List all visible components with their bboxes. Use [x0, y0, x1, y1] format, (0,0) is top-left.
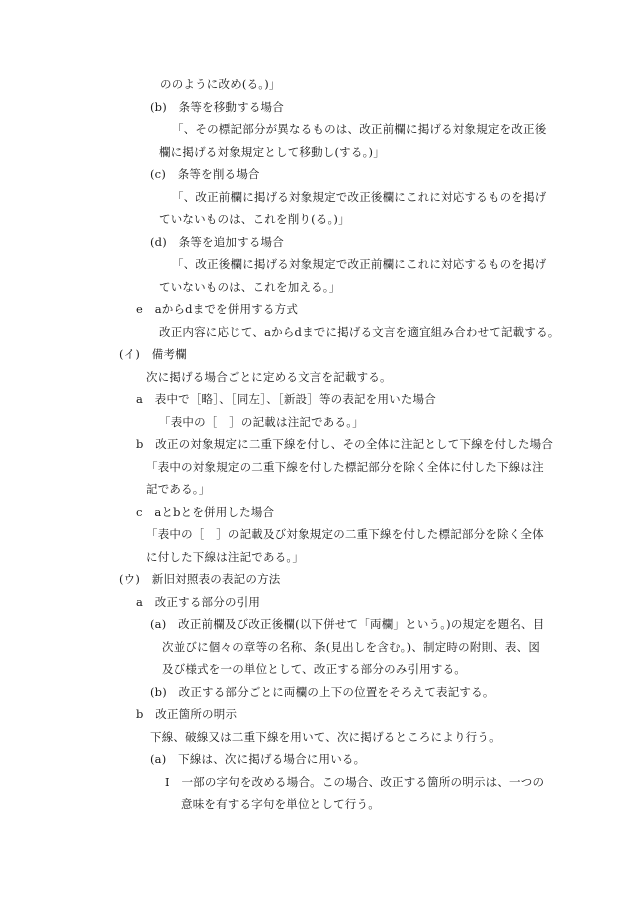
text-line: ののように改め(る。)」 [160, 77, 281, 91]
text-line: 意味を有する字句を単位として行う。 [181, 797, 380, 811]
item-heading: b 改正の対象規定に二重下線を付し、その全体に注記として下線を付した場合 [136, 437, 554, 451]
section-heading: (イ) 備考欄 [119, 347, 187, 361]
text-line: に付した下線は注記である。」 [146, 550, 305, 564]
item-heading: a 改正する部分の引用 [136, 595, 261, 609]
text-line: ていないものは、これを削り(る。)」 [159, 212, 350, 226]
text-line: 「、改正前欄に掲げる対象規定で改正後欄にこれに対応するものを掲げ [172, 190, 547, 204]
text-line: 「、改正後欄に掲げる対象規定で改正前欄にこれに対応するものを掲げ [172, 257, 547, 271]
text-line: ていないものは、これを加える。」 [159, 280, 341, 294]
text-line: 「表中の対象規定の二重下線を付した標記部分を除く全体に付した下線は注 [146, 460, 544, 474]
subsection-heading: (a) 下線は、次に掲げる場合に用いる。 [150, 752, 366, 766]
text-line: 記である。」 [146, 482, 211, 496]
item-heading: c aとbとを併用した場合 [136, 505, 275, 519]
item-heading: b 改正箇所の明示 [136, 707, 238, 721]
text-line: 次並びに個々の章等の名称、条(見出しを含む。)、制定時の附則、表、図 [162, 640, 541, 654]
text-line: 「、その標記部分が異なるものは、改正前欄に掲げる対象規定を改正後 [172, 122, 547, 136]
text-line: 次に掲げる場合ごとに定める文言を記載する。 [146, 370, 392, 384]
text-line: 改正内容に応じて、aからdまでに掲げる文言を適宜組み合わせて記載する。 [159, 325, 560, 339]
text-line: 「表中の［ ］の記載は注記である。」 [159, 415, 364, 429]
subsection-heading: (d) 条等を追加する場合 [150, 235, 284, 249]
text-line: 下線、破線又は二重下線を用いて、次に掲げるところにより行う。 [150, 730, 501, 744]
subsection-heading: (b) 条等を移動する場合 [150, 100, 284, 114]
item-heading: e aからdまでを併用する方式 [136, 302, 299, 316]
text-line: Ⅰ 一部の字句を改める場合。この場合、改正する箇所の明示は、一つの [165, 775, 545, 789]
text-line: (a) 改正前欄及び改正後欄(以下併せて「両欄」という。)の規定を題名、目 [150, 617, 545, 631]
text-line: 「表中の［ ］の記載及び対象規定の二重下線を付した標記部分を除く全体 [146, 527, 544, 541]
subsection-heading: (c) 条等を削る場合 [150, 167, 260, 181]
text-line: (b) 改正する部分ごとに両欄の上下の位置をそろえて表記する。 [150, 685, 495, 699]
section-heading: (ウ) 新旧対照表の表記の方法 [119, 572, 281, 586]
item-heading: a 表中で［略］、［同左］、［新設］等の表記を用いた場合 [136, 392, 436, 406]
text-line: 欄に掲げる対象規定として移動し(する。)」 [159, 145, 385, 159]
text-line: 及び様式を一の単位として、改正する部分のみ引用する。 [162, 662, 466, 676]
